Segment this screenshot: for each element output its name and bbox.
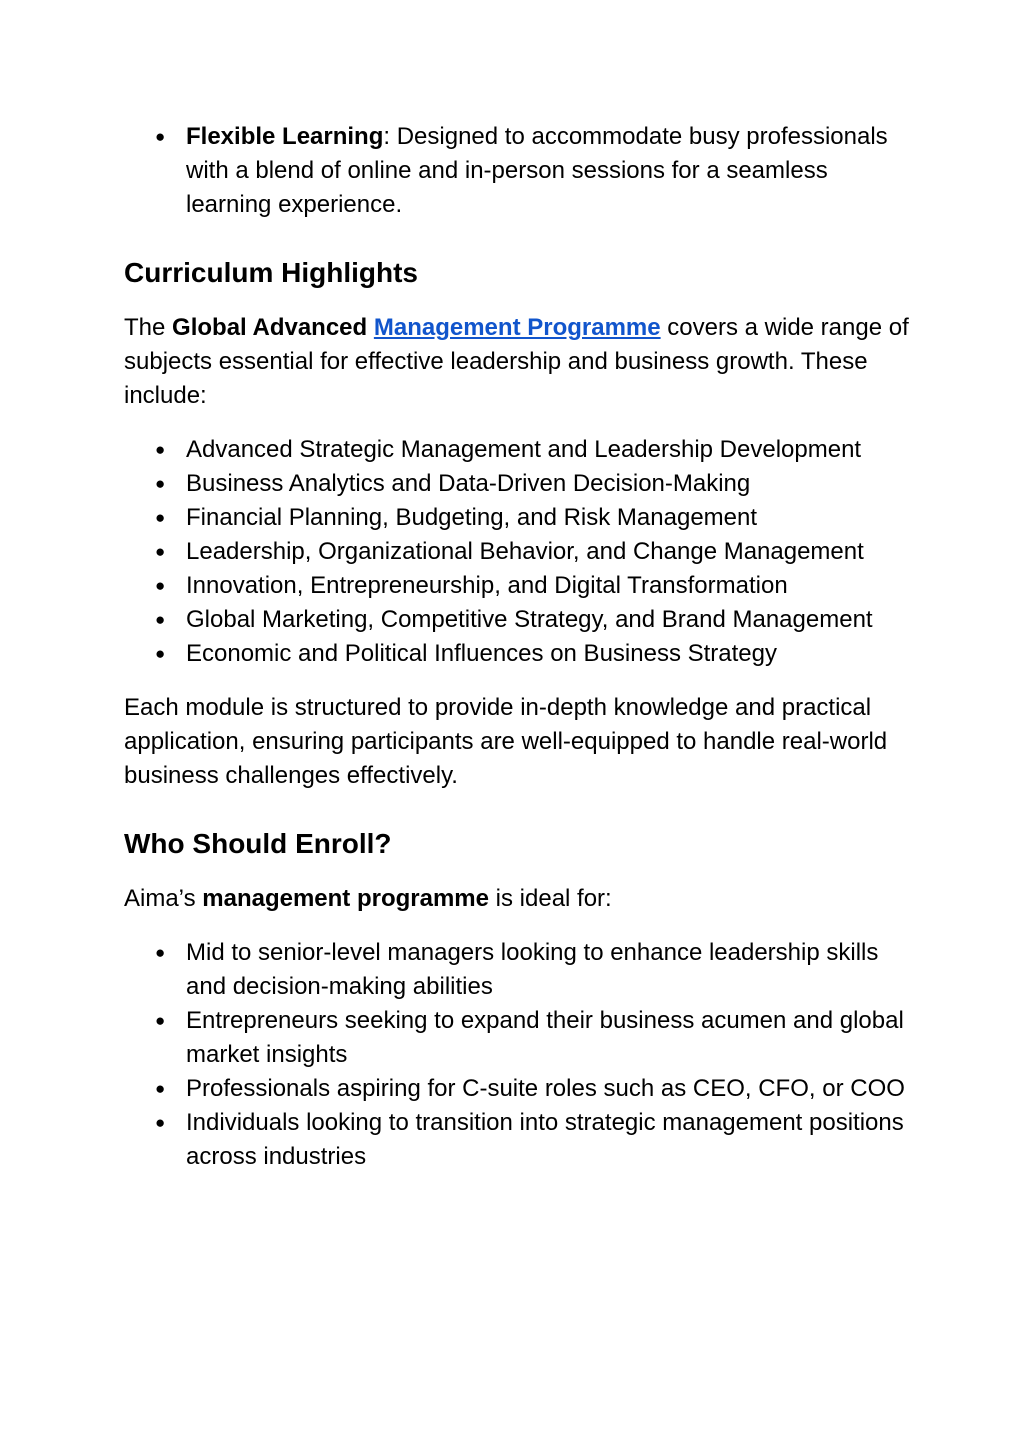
enroll-heading: Who Should Enroll? xyxy=(124,828,392,859)
bullet-icon: ● xyxy=(155,943,166,962)
list-item xyxy=(155,1004,914,1072)
paragraph-text: covers a wide range of subjects essential for effective leadership and business growth. These include: xyxy=(124,314,909,409)
list-item xyxy=(155,1072,914,1106)
management-programme-link[interactable]: Management Programme xyxy=(373,314,661,341)
intro-list xyxy=(124,120,914,222)
list-item xyxy=(155,501,914,535)
list-item xyxy=(155,637,914,671)
bullet-icon: ● xyxy=(155,1113,166,1132)
bullet-icon: ● xyxy=(155,440,166,459)
bullet-icon: ● xyxy=(155,542,166,561)
list-item xyxy=(155,120,914,222)
list-item-text: Business Analytics and Data-Driven Decision-Making xyxy=(186,470,751,497)
list-item xyxy=(155,535,914,569)
list-item-text: Entrepreneurs seeking to expand their business acumen and global market insights xyxy=(186,1007,904,1068)
curriculum-closing-paragraph: Each module is structured to provide in-depth knowledge and practical application, ensuring participants are well-equipped to handle real-world business challenges effectively. xyxy=(124,694,888,789)
curriculum-list xyxy=(124,433,914,671)
list-item-text: Professionals aspiring for C-suite roles such as CEO, CFO, or COO xyxy=(186,1075,905,1102)
bullet-icon: ● xyxy=(155,576,166,595)
list-item xyxy=(155,603,914,637)
curriculum-intro-paragraph xyxy=(124,311,914,413)
list-item-text: Individuals looking to transition into strategic management positions across industries xyxy=(186,1109,904,1170)
list-item xyxy=(155,467,914,501)
list-item-text: Mid to senior-level managers looking to enhance leadership skills and decision-making abilities xyxy=(186,939,879,1000)
paragraph-text: is ideal for: xyxy=(489,885,612,912)
bullet-icon: ● xyxy=(155,474,166,493)
list-item-text: Global Marketing, Competitive Strategy, and Brand Management xyxy=(186,606,873,633)
paragraph-bold: Global Advanced xyxy=(172,314,374,341)
list-item-text: Financial Planning, Budgeting, and Risk Management xyxy=(186,504,758,531)
paragraph-text: Aima’s xyxy=(124,885,203,912)
enroll-list xyxy=(124,936,914,1174)
bullet-icon: ● xyxy=(155,1079,166,1098)
curriculum-heading: Curriculum Highlights xyxy=(124,257,418,288)
list-item-text: Advanced Strategic Management and Leadership Development xyxy=(186,436,862,463)
enroll-intro-paragraph xyxy=(124,882,914,916)
list-item-text: Economic and Political Influences on Business Strategy xyxy=(186,640,777,667)
list-item-text: Innovation, Entrepreneurship, and Digital Transformation xyxy=(186,572,788,599)
bullet-icon: ● xyxy=(155,610,166,629)
document-page xyxy=(124,120,914,1174)
list-item xyxy=(155,936,914,1004)
bullet-icon: ● xyxy=(155,127,166,146)
list-item-bold: Flexible Learning xyxy=(186,123,384,150)
bullet-icon: ● xyxy=(155,508,166,527)
list-item-text: : Designed to accommodate busy professionals with a blend of online and in-person sessions for a seamless learning experience. xyxy=(186,123,888,218)
paragraph-text: The xyxy=(124,314,173,341)
bullet-icon: ● xyxy=(155,644,166,663)
bullet-icon: ● xyxy=(155,1011,166,1030)
list-item xyxy=(155,433,914,467)
list-item xyxy=(155,569,914,603)
list-item-text: Leadership, Organizational Behavior, and Change Management xyxy=(186,538,864,565)
list-item xyxy=(155,1106,914,1174)
paragraph-bold: management programme xyxy=(202,885,489,912)
